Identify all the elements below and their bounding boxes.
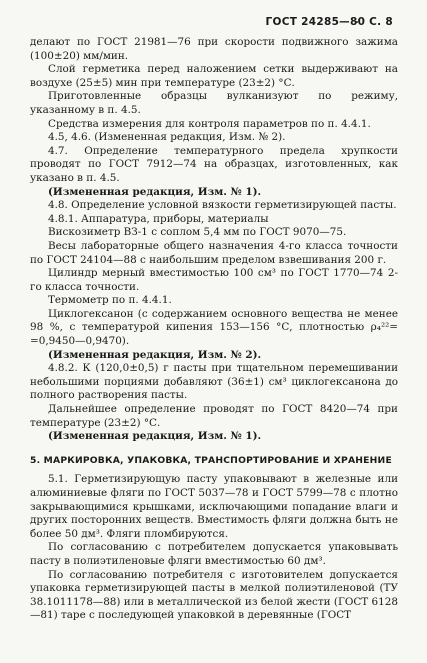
paragraph: Слой герметика перед наложением сетки выдерживают на воздухе (25±5) мин при температуре (23±2) °С. [30,63,398,89]
paragraph: По согласованию потребителя с изготовителем допускается упаковка герметизирующей пасты в мелкой полиэтиленовой (ТУ 38.1011178—88) или в металлической из белой жести (ГОСТ 6128—81) таре с последующей упаковкой в деревянные (ГОСТ [30,568,398,622]
paragraph: 4.7. Определение температурного предела хрупкости проводят по ГОСТ 7912—74 на образцах, изготовленных, как указано в п. 4.5. [30,144,398,184]
paragraph: Вискозиметр ВЗ-1 с соплом 5,4 мм по ГОСТ 9070—75. [48,226,347,239]
paragraph: Приготовленные образцы вулканизуют по режиму, указанному в п. 4.5. [30,90,398,116]
paragraph: Дальнейшее определение проводят по ГОСТ 8420—74 при температуре (23±2) °С. [30,403,398,429]
paragraph: По согласованию с потребителем допускается упаковывать пасту в полиэтиленовые фляги вместимостью 60 дм³. [30,541,398,567]
paragraph: 4.5, 4.6. (Измененная редакция, Изм. № 2). [48,131,286,144]
paragraph: Цилиндр мерный вместимостью 100 см³ по ГОСТ 1770—74 2-го класса точности. [30,267,398,293]
paragraph-block-2 [30,473,398,623]
paragraph: (Измененная редакция, Изм. № 2). [48,348,262,361]
paragraph: Средства измерения для контроля параметров по п. 4.4.1. [48,117,371,130]
section-heading: 5. МАРКИРОВКА, УПАКОВКА, ТРАНСПОРТИРОВАНИЕ И ХРАНЕНИЕ [30,454,392,466]
paragraph: Термометр по п. 4.4.1. [48,294,172,307]
paragraph-block-1 [30,36,398,444]
paragraph: 4.8. Определение условной вязкости герметизирующей пасты. [48,199,397,212]
paragraph: 4.8.1. Аппаратура, приборы, материалы [48,212,269,225]
paragraph: (Измененная редакция, Изм. № 1). [48,430,262,443]
page-header: ГОСТ 24285—80 С. 8 [265,16,393,28]
paragraph: 4.8.2. К (120,0±0,5) г пасты при тщательном перемешивании небольшими порциями добавляют (36±1) см³ циклогексанона до полного растворения пасты. [30,362,398,402]
paragraph: 5.1. Герметизирующую пасту упаковывают в железные или алюминиевые фляги по ГОСТ 5037—78 и ГОСТ 5799—78 с плотно закрывающимися крышками, исключающими попадание влаги и других посторонних веществ. Вместимость фляги должна быть не более 50 дм³. Фляги пломбируются. [30,473,398,540]
paragraph: Весы лабораторные общего назначения 4-го класса точности по ГОСТ 24104—88 с наибольшим пределом взвешивания 200 г. [30,239,398,266]
paragraph: делают по ГОСТ 21981—76 при скорости подвижного зажима (100±20) мм/мин. [30,36,398,62]
body-text [30,36,398,623]
paragraph: (Измененная редакция, Изм. № 1). [48,185,262,198]
paragraph: Циклогексанон (с содержанием основного вещества не менее 98 %, с температурой кипения 153—156 °С, плотностью ρ₄²²= =0,9450—0,9470). [30,307,398,348]
